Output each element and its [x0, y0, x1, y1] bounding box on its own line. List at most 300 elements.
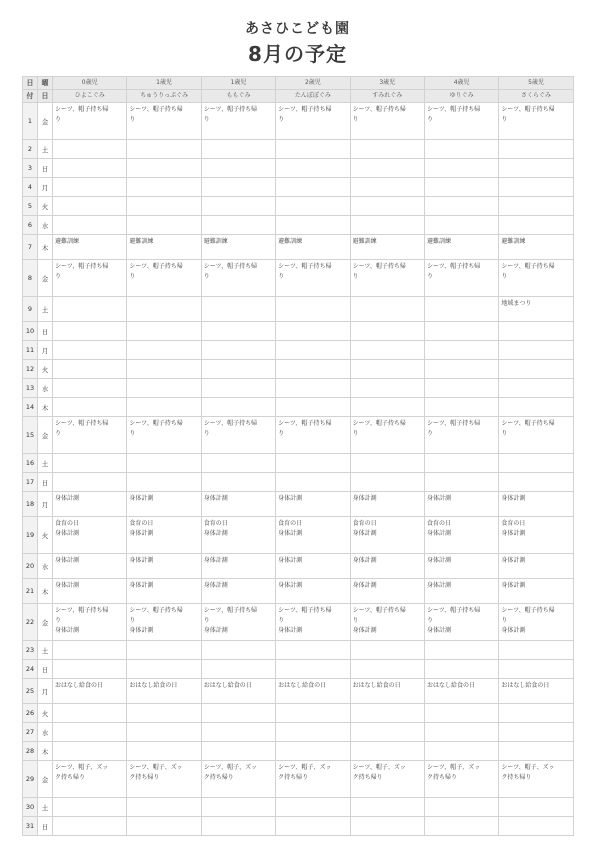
schedule-cell — [499, 297, 573, 322]
schedule-cell — [276, 216, 350, 235]
schedule-cell — [127, 723, 201, 742]
schedule-cell — [499, 341, 573, 360]
event-text: 身体計測 — [203, 582, 228, 589]
schedule-cell — [201, 417, 275, 454]
schedule-cell — [276, 197, 350, 216]
event-text: 身体計測 — [55, 557, 80, 564]
schedule-cell — [424, 341, 498, 360]
organization-name: あさひこども園 — [245, 21, 350, 37]
schedule-cell — [201, 723, 275, 742]
schedule-cell — [201, 679, 275, 704]
day-row — [23, 159, 574, 178]
schedule-cell — [201, 704, 275, 723]
schedule-cell — [424, 817, 498, 836]
day-row — [23, 398, 574, 417]
event-text: シーツ、帽子、ズッ — [55, 764, 109, 771]
event-text: 身体計測 — [278, 627, 303, 634]
day-row — [23, 492, 574, 517]
schedule-cell — [350, 579, 424, 604]
event-text: シーツ、帽子持ち帰 — [203, 263, 258, 270]
event-text: 身体計測 — [352, 557, 377, 564]
weekday: 土 — [38, 454, 53, 473]
schedule-cell — [201, 660, 275, 679]
schedule-cell — [201, 379, 275, 398]
event-text: り — [55, 116, 62, 123]
event-text: おはなし給食の日 — [501, 682, 550, 689]
event-text: 身体計測 — [278, 530, 303, 537]
schedule-cell — [350, 604, 424, 641]
schedule-cell — [127, 379, 201, 398]
age-header: 1歳児 — [127, 77, 201, 90]
event-text: り — [278, 617, 285, 624]
weekday: 金 — [38, 103, 53, 140]
schedule-cell — [127, 554, 201, 579]
schedule-cell — [276, 398, 350, 417]
event-text: 避難訓練 — [278, 238, 303, 245]
day-row — [23, 554, 574, 579]
event-text: 食育の日 — [501, 520, 526, 527]
event-text: シーツ、帽子持ち帰 — [352, 106, 406, 113]
event-text: シーツ、帽子持ち帰 — [426, 106, 481, 113]
schedule-cell — [127, 297, 201, 322]
weekday: 木 — [38, 398, 53, 417]
day-number: 12 — [23, 360, 38, 379]
schedule-cell — [424, 473, 498, 492]
schedule-cell — [276, 417, 350, 454]
schedule-cell — [53, 103, 127, 140]
day-row — [23, 454, 574, 473]
schedule-cell — [350, 341, 424, 360]
schedule-cell — [424, 417, 498, 454]
schedule-cell — [350, 554, 424, 579]
schedule-cell — [424, 159, 498, 178]
weekday: 火 — [38, 517, 53, 554]
schedule-cell — [424, 579, 498, 604]
schedule-cell — [499, 554, 573, 579]
schedule-cell — [127, 360, 201, 379]
schedule-cell — [127, 704, 201, 723]
schedule-cell — [276, 554, 350, 579]
schedule-cell — [350, 322, 424, 341]
event-text: 避難訓練 — [501, 238, 526, 245]
schedule-cell — [127, 235, 201, 260]
event-text: 身体計測 — [203, 557, 228, 564]
weekday: 水 — [38, 379, 53, 398]
schedule-cell — [499, 679, 573, 704]
schedule-cell — [499, 417, 573, 454]
event-text: 身体計測 — [501, 557, 526, 564]
schedule-cell — [424, 235, 498, 260]
day-row — [23, 417, 574, 454]
weekday: 土 — [38, 140, 53, 159]
event-text: ク持ち帰り — [426, 774, 457, 781]
schedule-cell — [127, 322, 201, 341]
day-number: 22 — [23, 604, 38, 641]
weekday: 木 — [38, 235, 53, 260]
schedule-cell — [53, 579, 127, 604]
schedule-cell — [499, 517, 573, 554]
schedule-cell — [53, 473, 127, 492]
day-row — [23, 322, 574, 341]
schedule-cell — [53, 704, 127, 723]
schedule-cell — [424, 604, 498, 641]
schedule-cell — [350, 260, 424, 297]
event-text: り — [501, 617, 508, 624]
event-text: シーツ、帽子持ち帰 — [352, 607, 406, 614]
schedule-cell — [201, 473, 275, 492]
schedule-cell — [201, 492, 275, 517]
schedule-cell — [201, 798, 275, 817]
day-row — [23, 235, 574, 260]
event-text: シーツ、帽子持ち帰 — [426, 607, 481, 614]
class-header: たんぽぽぐみ — [276, 90, 350, 103]
day-row — [23, 679, 574, 704]
day-number: 18 — [23, 492, 38, 517]
schedule-cell — [350, 103, 424, 140]
event-text: り — [278, 430, 285, 437]
schedule-cell — [424, 398, 498, 417]
schedule-cell — [276, 103, 350, 140]
day-row — [23, 604, 574, 641]
schedule-cell — [201, 140, 275, 159]
weekday: 日 — [38, 322, 53, 341]
schedule-cell — [127, 517, 201, 554]
schedule-cell — [276, 704, 350, 723]
day-number: 10 — [23, 322, 38, 341]
event-text: り — [278, 273, 285, 280]
schedule-cell — [276, 723, 350, 742]
event-text: 避難訓練 — [55, 238, 80, 245]
event-text: 身体計測 — [352, 530, 377, 537]
day-row — [23, 197, 574, 216]
event-text: り — [203, 116, 210, 123]
event-text: 身体計測 — [352, 495, 377, 502]
event-text: 身体計測 — [55, 495, 80, 502]
day-number: 2 — [23, 140, 38, 159]
schedule-cell — [424, 103, 498, 140]
day-number: 25 — [23, 679, 38, 704]
schedule-cell — [276, 454, 350, 473]
day-row — [23, 704, 574, 723]
schedule-cell — [201, 360, 275, 379]
schedule-cell — [276, 679, 350, 704]
schedule-cell — [127, 742, 201, 761]
weekday: 火 — [38, 704, 53, 723]
event-text: シーツ、帽子持ち帰 — [501, 106, 555, 113]
schedule-cell — [127, 159, 201, 178]
event-text: 身体計測 — [278, 582, 303, 589]
event-text: シーツ、帽子持ち帰 — [55, 607, 109, 614]
schedule-cell — [276, 140, 350, 159]
day-row — [23, 817, 574, 836]
age-header: 5歳児 — [499, 77, 573, 90]
date-header: 付 — [23, 90, 38, 103]
schedule-cell — [499, 178, 573, 197]
schedule-cell — [127, 216, 201, 235]
event-text: シーツ、帽子、ズッ — [426, 764, 481, 771]
event-text: シーツ、帽子持ち帰 — [203, 420, 258, 427]
event-text: 身体計測 — [55, 627, 80, 634]
schedule-cell — [127, 103, 201, 140]
event-text: シーツ、帽子持ち帰 — [129, 106, 183, 113]
day-row — [23, 579, 574, 604]
schedule-cell — [424, 723, 498, 742]
day-number: 13 — [23, 379, 38, 398]
schedule-cell — [350, 679, 424, 704]
schedule-cell — [53, 341, 127, 360]
schedule-table — [22, 76, 574, 836]
day-row — [23, 178, 574, 197]
schedule-cell — [276, 341, 350, 360]
weekday: 木 — [38, 579, 53, 604]
schedule-cell — [499, 379, 573, 398]
weekday: 金 — [38, 417, 53, 454]
schedule-cell — [53, 761, 127, 798]
schedule-cell — [424, 798, 498, 817]
schedule-cell — [499, 579, 573, 604]
event-text: シーツ、帽子持ち帰 — [55, 263, 109, 270]
event-text: り — [426, 273, 433, 280]
schedule-cell — [127, 178, 201, 197]
event-text: り — [501, 116, 508, 123]
event-text: り — [203, 273, 210, 280]
schedule-cell — [201, 322, 275, 341]
event-text: 避難訓練 — [426, 238, 451, 245]
day-number: 9 — [23, 297, 38, 322]
day-row — [23, 723, 574, 742]
schedule-cell — [53, 742, 127, 761]
weekday-header: 曜 — [38, 77, 53, 90]
event-text: り — [426, 430, 433, 437]
schedule-cell — [350, 641, 424, 660]
schedule-cell — [424, 679, 498, 704]
schedule-cell — [424, 454, 498, 473]
schedule-cell — [499, 398, 573, 417]
day-number: 26 — [23, 704, 38, 723]
day-number: 24 — [23, 660, 38, 679]
schedule-cell — [201, 260, 275, 297]
schedule-body — [23, 77, 574, 836]
event-text: 身体計測 — [426, 627, 451, 634]
schedule-cell — [127, 454, 201, 473]
day-number: 8 — [23, 260, 38, 297]
event-text: 食育の日 — [352, 520, 377, 527]
schedule-cell — [276, 742, 350, 761]
event-text: シーツ、帽子持ち帰 — [352, 263, 406, 270]
schedule-cell — [499, 704, 573, 723]
schedule-cell — [201, 235, 275, 260]
schedule-cell — [201, 554, 275, 579]
event-text: 身体計測 — [55, 582, 80, 589]
age-header: 1歳児 — [201, 77, 275, 90]
event-text: 身体計測 — [203, 627, 228, 634]
class-header: ゆりぐみ — [424, 90, 498, 103]
schedule-cell — [424, 517, 498, 554]
day-number: 21 — [23, 579, 38, 604]
day-number: 28 — [23, 742, 38, 761]
weekday: 土 — [38, 297, 53, 322]
schedule-cell — [499, 660, 573, 679]
weekday: 水 — [38, 723, 53, 742]
schedule-cell — [276, 517, 350, 554]
day-number: 14 — [23, 398, 38, 417]
schedule-cell — [53, 723, 127, 742]
schedule-cell — [499, 360, 573, 379]
schedule-cell — [201, 641, 275, 660]
event-text: シーツ、帽子、ズッ — [501, 764, 555, 771]
weekday: 水 — [38, 554, 53, 579]
weekday: 金 — [38, 260, 53, 297]
day-number: 20 — [23, 554, 38, 579]
event-text: 身体計測 — [278, 557, 303, 564]
day-number: 29 — [23, 761, 38, 798]
schedule-cell — [499, 216, 573, 235]
weekday: 月 — [38, 178, 53, 197]
schedule-cell — [201, 178, 275, 197]
event-text: 食育の日 — [426, 520, 451, 527]
schedule-cell — [201, 216, 275, 235]
schedule-cell — [201, 742, 275, 761]
event-text: 身体計測 — [129, 530, 154, 537]
event-text: 食育の日 — [203, 520, 228, 527]
schedule-cell — [499, 140, 573, 159]
schedule-cell — [53, 216, 127, 235]
weekday: 水 — [38, 216, 53, 235]
event-text: おはなし給食の日 — [352, 682, 401, 689]
schedule-cell — [499, 604, 573, 641]
event-text: ク持ち帰り — [129, 774, 160, 781]
event-text: シーツ、帽子持ち帰 — [278, 263, 332, 270]
schedule-cell — [424, 360, 498, 379]
day-number: 5 — [23, 197, 38, 216]
schedule-cell — [127, 817, 201, 836]
event-text: 身体計測 — [501, 627, 526, 634]
event-text: り — [129, 273, 136, 280]
schedule-cell — [350, 492, 424, 517]
schedule-cell — [127, 197, 201, 216]
day-row — [23, 103, 574, 140]
schedule-cell — [127, 341, 201, 360]
schedule-cell — [276, 178, 350, 197]
event-text: シーツ、帽子持ち帰 — [203, 607, 258, 614]
event-text: 身体計測 — [129, 582, 154, 589]
schedule-cell — [499, 798, 573, 817]
schedule-cell — [127, 140, 201, 159]
event-text: り — [55, 273, 62, 280]
schedule-cell — [53, 379, 127, 398]
day-row — [23, 140, 574, 159]
event-text: 身体計測 — [55, 530, 80, 537]
schedule-cell — [53, 197, 127, 216]
schedule-cell — [424, 660, 498, 679]
weekday: 日 — [38, 159, 53, 178]
schedule-cell — [53, 140, 127, 159]
event-text: り — [129, 430, 136, 437]
event-text: おはなし給食の日 — [203, 682, 252, 689]
page-header — [0, 20, 595, 68]
day-number: 4 — [23, 178, 38, 197]
event-text: シーツ、帽子持ち帰 — [129, 420, 183, 427]
event-text: 食育の日 — [129, 520, 154, 527]
schedule-cell — [350, 159, 424, 178]
schedule-cell — [53, 360, 127, 379]
day-row — [23, 379, 574, 398]
schedule-cell — [276, 798, 350, 817]
schedule-cell — [276, 492, 350, 517]
schedule-cell — [350, 723, 424, 742]
schedule-cell — [499, 103, 573, 140]
day-row — [23, 761, 574, 798]
schedule-cell — [350, 379, 424, 398]
schedule-cell — [350, 140, 424, 159]
schedule-cell — [276, 322, 350, 341]
day-row — [23, 517, 574, 554]
weekday: 金 — [38, 761, 53, 798]
schedule-cell — [424, 492, 498, 517]
schedule-cell — [499, 742, 573, 761]
schedule-cell — [276, 235, 350, 260]
event-text: シーツ、帽子、ズッ — [352, 764, 406, 771]
schedule-cell — [499, 473, 573, 492]
day-number: 7 — [23, 235, 38, 260]
event-text: ク持ち帰り — [278, 774, 309, 781]
schedule-cell — [350, 197, 424, 216]
event-text: ク持ち帰り — [55, 774, 86, 781]
schedule-cell — [201, 398, 275, 417]
schedule-cell — [127, 641, 201, 660]
schedule-cell — [424, 260, 498, 297]
event-text: り — [352, 430, 359, 437]
weekday: 土 — [38, 641, 53, 660]
schedule-cell — [276, 761, 350, 798]
weekday: 木 — [38, 742, 53, 761]
schedule-cell — [499, 492, 573, 517]
schedule-cell — [350, 704, 424, 723]
schedule-cell — [53, 454, 127, 473]
day-number: 15 — [23, 417, 38, 454]
event-text: 身体計測 — [501, 582, 526, 589]
schedule-cell — [127, 398, 201, 417]
event-text: り — [55, 430, 62, 437]
schedule-cell — [424, 140, 498, 159]
event-text: 避難訓練 — [203, 238, 228, 245]
event-text: 身体計測 — [352, 627, 377, 634]
event-text: り — [426, 116, 433, 123]
schedule-cell — [53, 641, 127, 660]
schedule-cell — [276, 817, 350, 836]
day-row — [23, 798, 574, 817]
event-text: シーツ、帽子、ズッ — [129, 764, 183, 771]
event-text: 身体計測 — [129, 495, 154, 502]
event-text: 身体計測 — [426, 557, 451, 564]
schedule-cell — [276, 641, 350, 660]
event-text: 身体計測 — [203, 530, 228, 537]
weekday: 月 — [38, 492, 53, 517]
schedule-cell — [350, 798, 424, 817]
schedule-cell — [350, 360, 424, 379]
schedule-cell — [499, 322, 573, 341]
event-text: おはなし給食の日 — [55, 682, 104, 689]
event-text: おはなし給食の日 — [426, 682, 475, 689]
event-text: 身体計測 — [129, 557, 154, 564]
schedule-cell — [424, 704, 498, 723]
event-text: り — [352, 116, 359, 123]
event-text: 避難訓練 — [352, 238, 377, 245]
day-row — [23, 297, 574, 322]
schedule-cell — [201, 159, 275, 178]
event-text: シーツ、帽子持ち帰 — [278, 106, 332, 113]
event-text: ク持ち帰り — [352, 774, 383, 781]
